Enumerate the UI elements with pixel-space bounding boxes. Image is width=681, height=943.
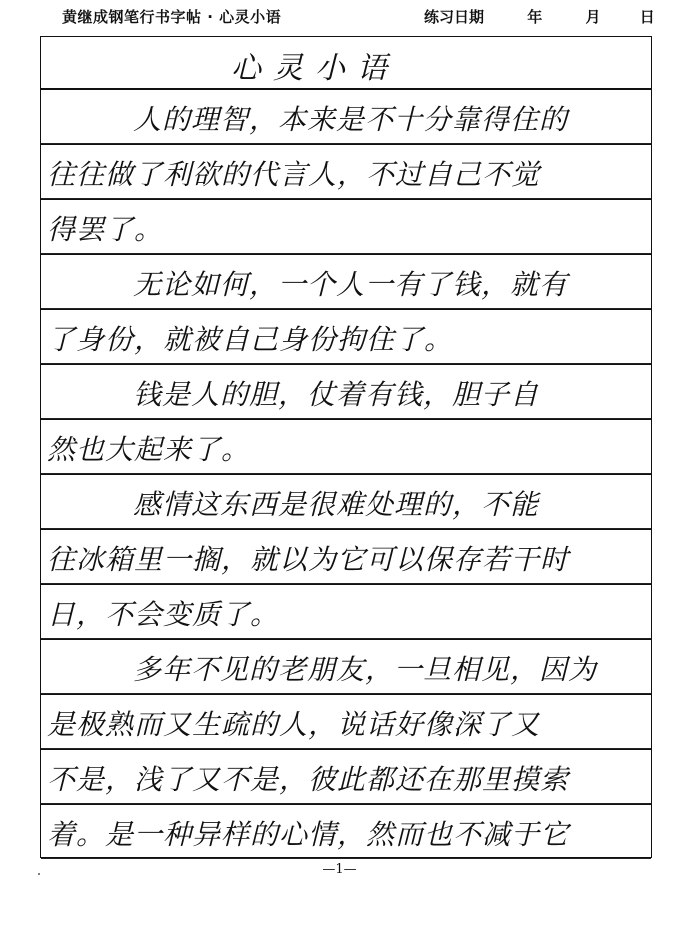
writing-row — [41, 639, 651, 694]
year-label: 年 — [527, 8, 543, 26]
handwritten-line: 了身份，就被自己身份拘住了。 — [47, 324, 454, 356]
writing-row — [41, 529, 651, 584]
handwritten-line: 不是，浅了又不是，彼此都还在那里摸索 — [47, 764, 570, 796]
handwritten-line: 多年不见的老朋友，一旦相见，因为 — [133, 654, 598, 686]
writing-row — [41, 89, 651, 144]
page-footer — [0, 862, 681, 877]
writing-row — [41, 144, 651, 199]
writing-row — [41, 804, 651, 859]
scan-speck — [38, 873, 40, 875]
handwritten-line: 得罢了。 — [47, 214, 164, 246]
handwritten-line: 着。是一种异样的心情，然而也不减于它 — [47, 819, 570, 851]
handwritten-line: 往冰箱里一搁，就以为它可以保存若干时 — [47, 544, 570, 576]
writing-row — [41, 254, 651, 309]
handwritten-line: 感情这东西是很难处理的，不能 — [133, 489, 540, 521]
page-title: 心灵小语 — [231, 51, 399, 86]
writing-row — [41, 199, 651, 254]
page-header — [0, 0, 681, 30]
writing-row — [41, 364, 651, 419]
writing-row — [41, 749, 651, 804]
handwritten-line: 日，不会变质了。 — [47, 599, 280, 631]
page-number: —1— — [322, 862, 357, 877]
practice-date-label: 练习日期 — [424, 8, 485, 26]
writing-row — [41, 419, 651, 474]
title-row — [41, 37, 651, 89]
writing-row — [41, 584, 651, 639]
book-title: 黄继成钢笔行书字帖 · 心灵小语 — [62, 8, 282, 26]
writing-row — [41, 474, 651, 529]
handwritten-line: 然也大起来了。 — [47, 434, 251, 466]
writing-row — [41, 694, 651, 749]
handwritten-line: 无论如何，一个人一有了钱，就有 — [133, 269, 569, 301]
handwritten-line: 人的理智，本来是不十分靠得住的 — [133, 104, 569, 136]
day-label: 日 — [639, 8, 655, 26]
handwritten-line: 钱是人的胆，仗着有钱，胆子自 — [133, 379, 540, 411]
handwritten-line: 往往做了利欲的代言人，不过自己不觉 — [47, 159, 541, 191]
practice-date — [424, 6, 655, 27]
writing-row — [41, 309, 651, 364]
handwritten-line: 是极熟而又生疏的人，说话好像深了又 — [47, 709, 541, 741]
month-label: 月 — [585, 8, 601, 26]
writing-sheet — [40, 36, 652, 858]
